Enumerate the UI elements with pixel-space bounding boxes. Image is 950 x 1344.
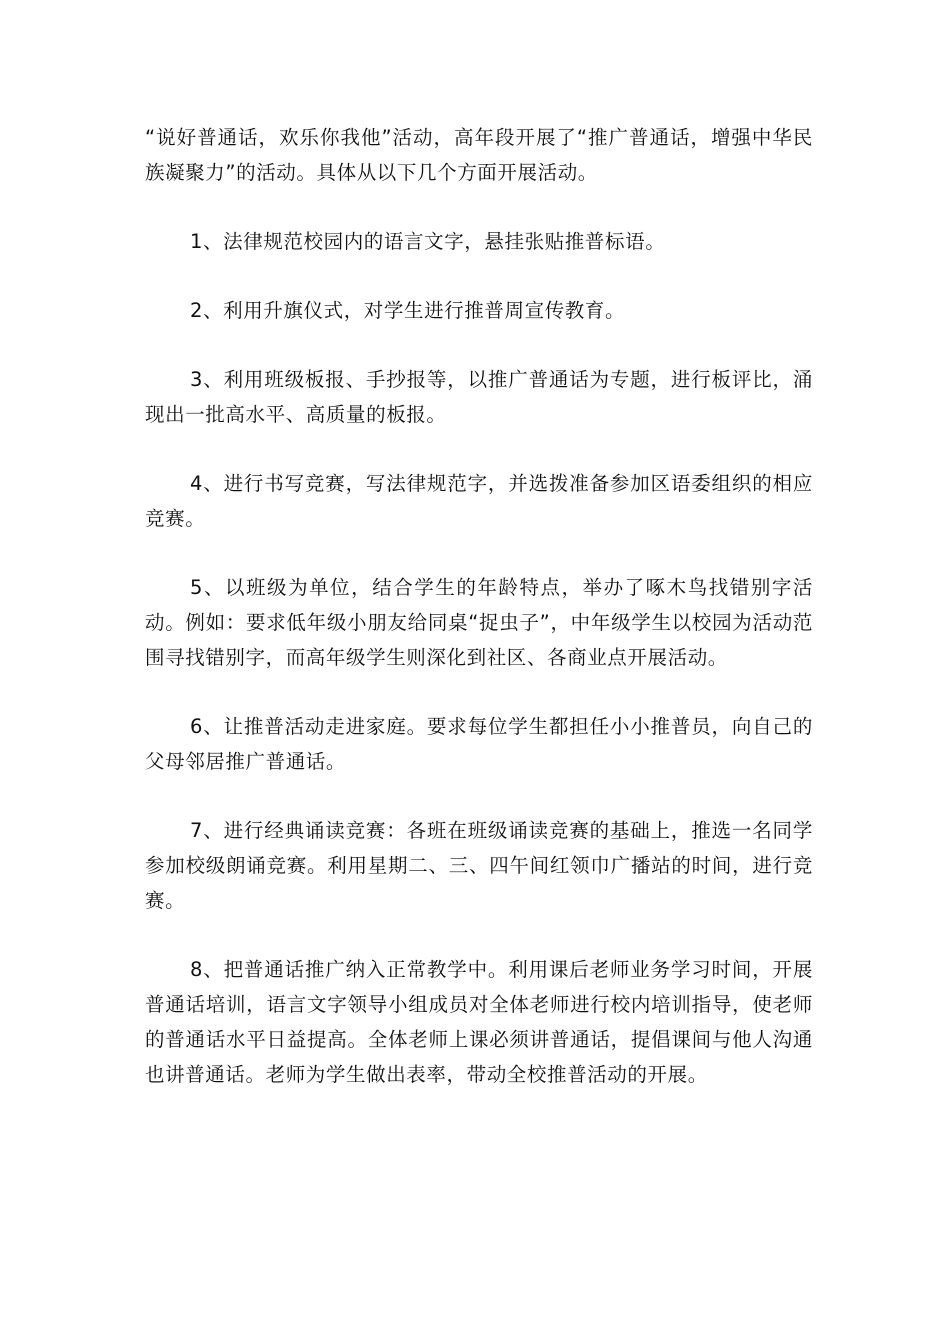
item-4-paragraph: 4、进行书写竞赛，写法律规范字，并选拨准备参加区语委组织的相应竞赛。 bbox=[145, 472, 813, 530]
document-body bbox=[145, 120, 813, 1126]
item-2-paragraph: 2、利用升旗仪式，对学生进行推普周宣传教育。 bbox=[190, 299, 626, 322]
item-8-paragraph: 8、把普通话推广纳入正常教学中。利用课后老师业务学习时间，开展普通话培训，语言文字领导小组成员对全体老师进行校内培训指导，使老师的普通话水平日益提高。全体老师上课必须讲普通话，提倡课间与他人沟通也讲普通话。老师为学生做出表率，带动全校推普活动的开展。 bbox=[145, 958, 813, 1086]
item-3-paragraph: 3、利用班级板报、手抄报等，以推广普通话为专题，进行板评比，涌现出一批高水平、高质量的板报。 bbox=[145, 368, 813, 426]
item-7-paragraph: 7、进行经典诵读竞赛：各班在班级诵读竞赛的基础上，推选一名同学参加校级朗诵竞赛。利用星期二、三、四午间红领巾广播站的时间，进行竞赛。 bbox=[145, 819, 813, 912]
item-6-paragraph: 6、让推普活动走进家庭。要求每位学生都担任小小推普员，向自己的父母邻居推广普通话。 bbox=[145, 715, 813, 773]
intro-paragraph: “说好普通话，欢乐你我他”活动，高年段开展了“推广普通话，增强中华民族凝聚力”的活动。具体从以下几个方面开展活动。 bbox=[145, 126, 813, 184]
item-5-paragraph: 5、以班级为单位，结合学生的年龄特点，举办了啄木鸟找错别字活动。例如：要求低年级小朋友给同桌“捉虫子”，中年级学生以校园为活动范围寻找错别字，而高年级学生则深化到社区、各商业点开展活动。 bbox=[145, 576, 813, 669]
item-1-paragraph: 1、法律规范校园内的语言文字，悬挂张贴推普标语。 bbox=[190, 230, 666, 253]
